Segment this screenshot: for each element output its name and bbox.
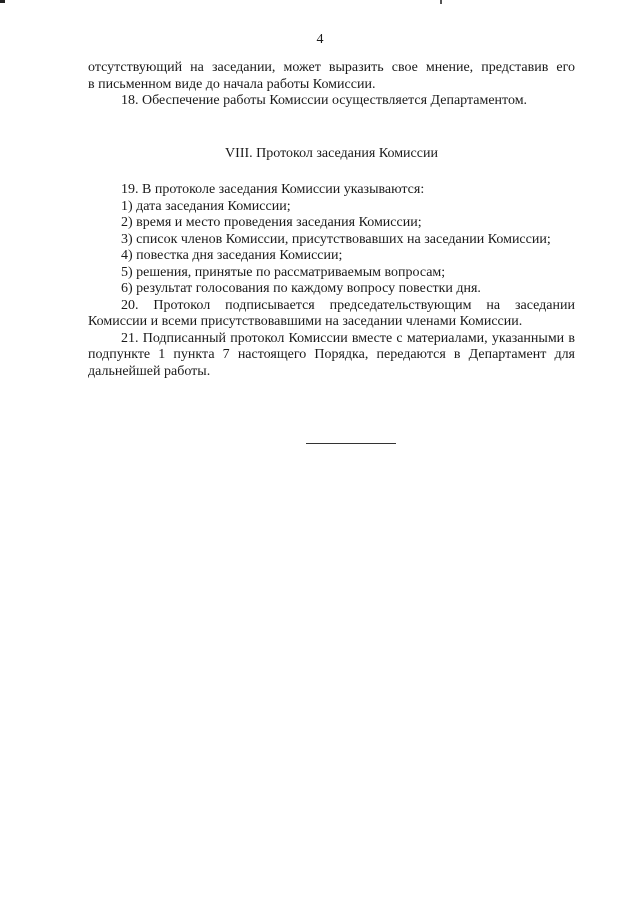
paragraph-19-intro: 19. В протоколе заседания Комиссии указываются: [121, 182, 425, 197]
list-item: 6) результат голосования по каждому вопросу повестки дня. [121, 281, 481, 296]
paragraph-20: 20. Протокол подписывается председательствующим на заседании Комиссии и всеми присутствовавшими на заседании членами Комиссии. [88, 297, 575, 329]
paragraph-17-continuation-line-2: в письменном виде до начала работы Комиссии. [88, 76, 376, 92]
list-item: 4) повестка дня заседания Комиссии; [121, 248, 343, 263]
paragraph-17-continuation-line-1: отсутствующий на заседании, может выразить свое мнение, представив его [88, 60, 575, 75]
paragraph-21: 21. Подписанный протокол Комиссии вместе с материалами, указанными в подпункте 1 пункта 7 настоящего Порядка, передаются в Департамент для дальнейшей работы. [88, 330, 575, 379]
scan-mark [440, 0, 442, 4]
scan-mark [0, 0, 5, 3]
list-item: 5) решения, принятые по рассматриваемым вопросам; [121, 264, 446, 280]
list-item: 3) список членов Комиссии, присутствовавших на заседании Комиссии; [121, 231, 551, 247]
section-heading: VIII. Протокол заседания Комиссии [225, 145, 438, 161]
paragraph-18: 18. Обеспечение работы Комиссии осуществляется Департаментом. [121, 93, 528, 108]
document-body [88, 60, 575, 380]
list-item: 2) время и место проведения заседания Комиссии; [121, 215, 422, 230]
page-number: 4 [316, 32, 324, 47]
end-of-document-rule [306, 443, 396, 444]
list-item: 1) дата заседания Комиссии; [121, 198, 291, 214]
